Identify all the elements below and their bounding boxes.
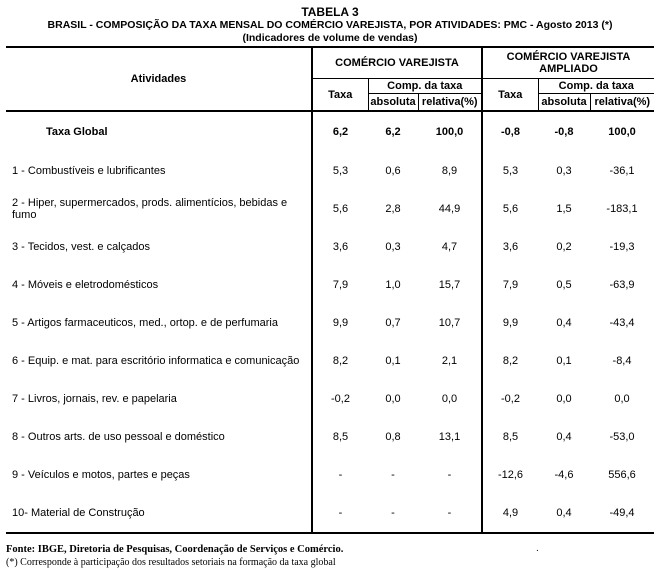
cell-value: 7,9 (482, 266, 538, 304)
cell-value: 2,8 (385, 203, 401, 215)
row-label: 1 - Combustíveis e lubrificantes (12, 165, 166, 177)
cell-value: 0,4 (556, 317, 572, 329)
row-label: 7 - Livros, jornais, rev. e papelaria (12, 393, 177, 405)
cell-value: -0,2 (312, 380, 368, 418)
table-row (6, 342, 654, 380)
header-taxa-1: Taxa (312, 79, 368, 112)
header-comp-taxa-1: Comp. da taxa (368, 79, 482, 94)
cell-value: 5,6 (312, 190, 368, 228)
cell-value: -53,0 (609, 431, 635, 443)
cell-value: - (312, 494, 368, 533)
cell-value: 0,2 (556, 241, 572, 253)
cell-value: 100,0 (608, 126, 636, 138)
table-footer (6, 543, 343, 569)
table-row (6, 380, 654, 418)
cell-value: 0,8 (385, 431, 401, 443)
cell-value: 0,6 (385, 165, 401, 177)
cell-value: 8,2 (312, 342, 368, 380)
cell-value: 0,1 (556, 355, 572, 367)
cell-value: -12,6 (482, 456, 538, 494)
row-label: 10- Material de Construção (6, 494, 312, 533)
cell-value: -183,1 (606, 203, 638, 215)
cell-value: 5,3 (482, 152, 538, 190)
header-comp-taxa-2: Comp. da taxa (538, 79, 654, 94)
cell-value: -63,9 (609, 279, 635, 291)
header-taxa-2: Taxa (482, 79, 538, 112)
cell-value: -0,8 (554, 126, 574, 138)
row-label: 2 - Hiper, supermercados, prods. alimentícios, bebidas e fumo (12, 197, 288, 221)
cell-value: -0,2 (482, 380, 538, 418)
cell-value: 9,9 (312, 304, 368, 342)
cell-value: 0,4 (538, 494, 590, 533)
cell-value: 5,6 (482, 190, 538, 228)
table-title-block (0, 5, 660, 45)
cell-value: 7,9 (312, 266, 368, 304)
stray-dot: . (536, 543, 539, 554)
cell-value: 44,9 (438, 203, 461, 215)
table-row (6, 418, 654, 456)
cell-value: - (447, 469, 452, 481)
row-label: 5 - Artigos farmaceuticos, med., ortop. e de perfumaria (12, 317, 278, 329)
cell-value: -4,6 (554, 469, 574, 481)
cell-value: -8,4 (612, 355, 632, 367)
cell-value: 0,1 (385, 355, 401, 367)
table-row (6, 190, 654, 228)
table-row (6, 456, 654, 494)
cell-value: 5,3 (312, 152, 368, 190)
table-row (6, 494, 654, 533)
header-relativa-1: relativa(%) (418, 94, 482, 112)
cell-value: -19,3 (609, 241, 635, 253)
cell-value: 0,0 (556, 393, 572, 405)
table-row (6, 266, 654, 304)
table-row (6, 228, 654, 266)
cell-value: 0,3 (556, 165, 572, 177)
cell-value: - (391, 469, 395, 481)
header-comercio-varejista-ampliado: COMÉRCIO VAREJISTA AMPLIADO (482, 47, 654, 79)
cell-value: - (368, 494, 418, 533)
table-number: TABELA 3 (301, 5, 359, 19)
cell-value: 0,0 (614, 393, 630, 405)
cell-value: 8,5 (312, 418, 368, 456)
row-label: 4 - Móveis e eletrodomésticos (12, 279, 159, 291)
cell-value: -49,4 (590, 494, 654, 533)
cell-value: 556,6 (608, 469, 636, 481)
cell-value: 4,9 (482, 494, 538, 533)
row-label: 9 - Veículos e motos, partes e peças (12, 469, 190, 481)
table-row (6, 152, 654, 190)
cell-value: 1,5 (556, 203, 572, 215)
cell-value: 6,2 (385, 126, 401, 138)
cell-value: 3,6 (312, 228, 368, 266)
cell-value: 6,2 (312, 111, 368, 152)
cell-value: 0,0 (441, 393, 458, 405)
cell-value: 8,9 (441, 165, 458, 177)
footnote: (*) Corresponde à participação dos resultados setoriais na formação da taxa global (6, 557, 336, 568)
table-row-global (6, 111, 654, 152)
header-atividades: Atividades (6, 47, 312, 111)
row-label: 6 - Equip. e mat. para escritório informatica e comunicação (12, 355, 300, 367)
cell-value: - (312, 456, 368, 494)
cell-value: 15,7 (438, 279, 461, 291)
cell-value: 3,6 (482, 228, 538, 266)
cell-value: 100,0 (435, 126, 464, 138)
table-subtitle: (Indicadores de volume de vendas) (242, 32, 418, 44)
source-note: Fonte: IBGE, Diretoria de Pesquisas, Coordenação de Serviços e Comércio. (6, 544, 344, 555)
cell-value: 0,7 (385, 317, 401, 329)
cell-value: 10,7 (438, 317, 461, 329)
cell-value: 0,5 (556, 279, 572, 291)
cell-value: 9,9 (482, 304, 538, 342)
composition-table (6, 46, 654, 534)
cell-value: 13,1 (438, 431, 461, 443)
cell-value: -43,4 (609, 317, 635, 329)
table-title: BRASIL - COMPOSIÇÃO DA TAXA MENSAL DO COMÉRCIO VAREJISTA, POR ATIVIDADES: PMC - Agosto 2013 (*) (47, 19, 613, 31)
cell-value: 0,4 (556, 431, 572, 443)
cell-value: -36,1 (609, 165, 635, 177)
cell-value: -0,8 (482, 111, 538, 152)
table-row (6, 304, 654, 342)
cell-value: 8,5 (482, 418, 538, 456)
cell-value: 4,7 (441, 241, 458, 253)
row-label: 8 - Outros arts. de uso pessoal e doméstico (12, 431, 225, 443)
header-absoluta-1: absoluta (368, 94, 418, 112)
row-label: 3 - Tecidos, vest. e calçados (12, 241, 150, 253)
cell-value: 0,3 (385, 241, 401, 253)
header-absoluta-2: absoluta (538, 94, 590, 112)
cell-value: 1,0 (385, 279, 401, 291)
cell-value: 8,2 (482, 342, 538, 380)
cell-value: - (418, 494, 482, 533)
row-label: Taxa Global (46, 126, 108, 138)
cell-value: 0,0 (385, 393, 401, 405)
header-relativa-2: relativa(%) (590, 94, 654, 112)
header-comercio-varejista: COMÉRCIO VAREJISTA (312, 47, 482, 79)
cell-value: 2,1 (441, 355, 458, 367)
